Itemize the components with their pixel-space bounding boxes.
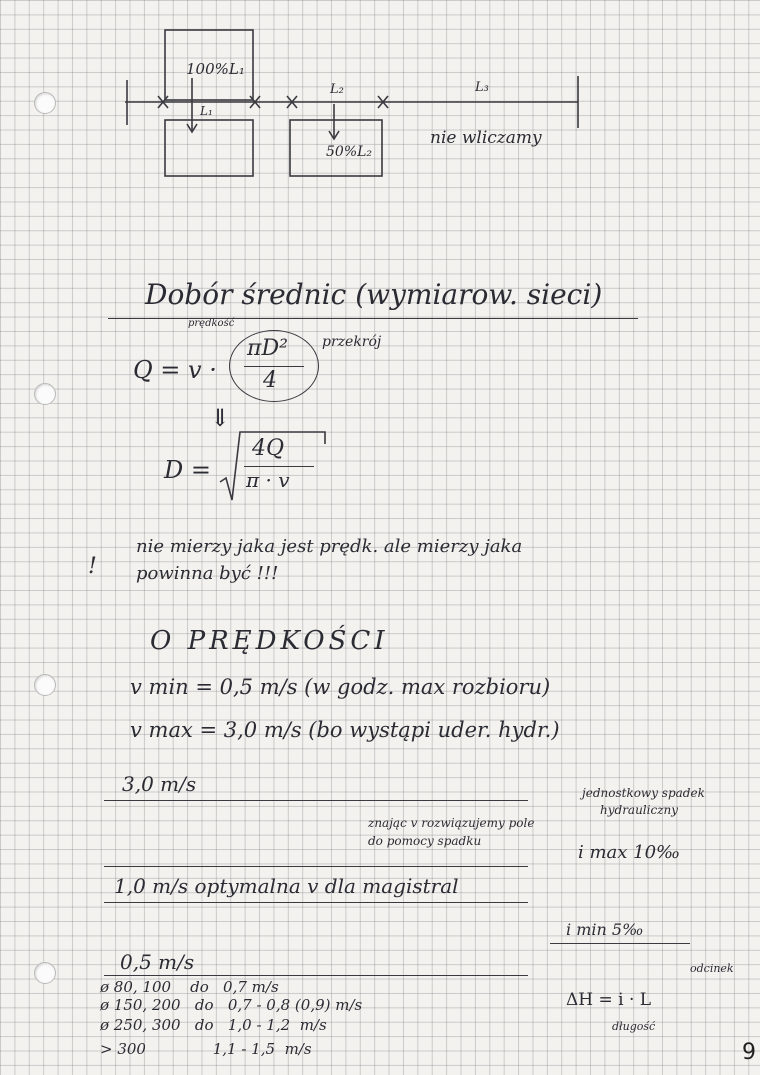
formula-q-numerator: πD²: [247, 336, 288, 361]
note-line-2: powinna być !!!: [136, 563, 279, 584]
i-min-underline: [550, 943, 690, 944]
diameter-row-3: ø 250, 300 do 1,0 - 1,2 m/s: [100, 1016, 327, 1034]
note-line-1: nie mierzy jaka jest prędk. ale mierzy jaka: [136, 536, 523, 557]
speed-0-5-line: [104, 975, 528, 976]
slope-i-max: i max 10‰: [578, 842, 681, 863]
annotation-dlugosc: długość: [612, 1020, 656, 1033]
formula-delta-h: ΔH = i · L: [566, 990, 652, 1010]
margin-exclamation: !: [88, 554, 97, 579]
formula-d-lhs: D =: [164, 456, 211, 484]
annotation-odcinek: odcinek: [690, 962, 734, 975]
formula-d-numerator: 4Q: [252, 436, 285, 461]
mid-note-line-1: znając v rozwiązujemy pole: [368, 816, 535, 830]
speed-1-0-optimal: 1,0 m/s optymalna v dla magistral: [114, 874, 459, 898]
label-50-percent-l2: 50%L₂: [326, 144, 373, 160]
section-title-dobor-srednic: Dobór średnic (wymiarow. sieci): [145, 278, 603, 311]
side-note-line-1: jednostkowy spadek: [582, 786, 705, 800]
binder-hole-4: [34, 962, 56, 984]
speed-1-0-line: [104, 902, 528, 903]
velocity-max: v max = 3,0 m/s (bo wystąpi uder. hydr.): [130, 718, 560, 742]
implication-arrow: ⇓: [210, 404, 231, 432]
page-number: 9: [742, 1040, 756, 1065]
diameter-row-2: ø 150, 200 do 0,7 - 0,8 (0,9) m/s: [100, 996, 363, 1014]
speed-0-5: 0,5 m/s: [120, 950, 195, 974]
annotation-predkosc: prędkość: [188, 318, 235, 329]
formula-d-fraction-bar: [244, 466, 314, 467]
sqrt-sign: [0, 0, 760, 520]
label-100-percent-l1: 100%L₁: [186, 60, 245, 78]
formula-q-denominator: 4: [263, 368, 277, 393]
slope-i-min: i min 5‰: [566, 920, 644, 939]
speed-3-0: 3,0 m/s: [122, 772, 197, 796]
label-l2: L₂: [330, 82, 344, 97]
formula-q-lhs: Q = v ·: [133, 356, 217, 384]
speed-3-0-line: [104, 800, 528, 801]
label-l1: L₁: [200, 104, 213, 118]
section-title-o-predkosci: O PRĘDKOŚCI: [150, 626, 389, 656]
velocity-min: v min = 0,5 m/s (w godz. max rozbioru): [130, 675, 551, 699]
diameter-row-4: > 300 1,1 - 1,5 m/s: [100, 1040, 312, 1058]
diameter-row-1: ø 80, 100 do 0,7 m/s: [100, 978, 279, 996]
note-nie-wliczamy: nie wliczamy: [430, 128, 542, 148]
speed-1-0-line-top: [104, 866, 528, 867]
mid-note-line-2: do pomocy spadku: [368, 834, 482, 848]
annotation-przekroj: przekrój: [322, 334, 382, 350]
formula-d-denominator: π · v: [246, 468, 290, 492]
label-l3: L₃: [475, 80, 489, 95]
binder-hole-3: [34, 674, 56, 696]
side-note-line-2: hydrauliczny: [600, 803, 679, 817]
